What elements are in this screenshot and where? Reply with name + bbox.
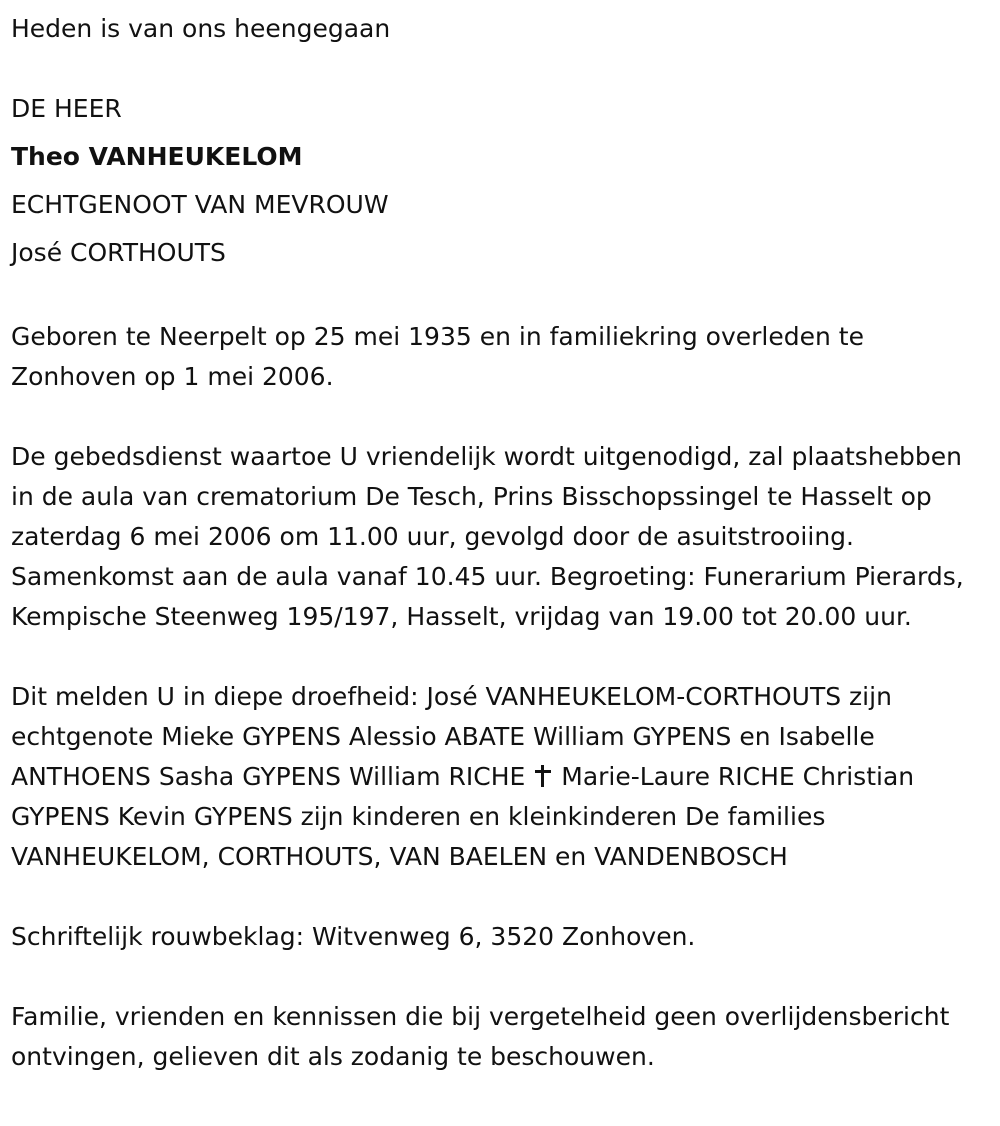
spacer [11, 637, 991, 677]
obituary-document [11, 5, 991, 1077]
spacer [11, 877, 991, 917]
deceased-name: Theo VANHEUKELOM [11, 142, 303, 171]
condolence-paragraph: Schriftelijk rouwbeklag: Witvenweg 6, 3520 Zonhoven. [11, 922, 696, 951]
service-paragraph: De gebedsdienst waartoe U vriendelijk wordt uitgenodigd, zal plaatshebben in de aula van crematorium De Tesch, Prins Bisschopssingel te Hasselt op zaterdag 6 mei 2006 om 11.00 uur, gevolgd door de asuitstrooiing. Samenkomst aan de aula vanaf 10.45 uur. Begroeting: Funerarium Pierards, Kempische Steenweg 195/197, Hasselt, vrijdag van 19.00 tot 20.00 uur. [11, 442, 964, 631]
birth-death-paragraph: Geboren te Neerpelt op 25 mei 1935 en in familiekring overleden te Zonhoven op 1 mei 2006. [11, 322, 864, 391]
family-paragraph [11, 677, 991, 877]
spacer [11, 277, 991, 317]
spacer [11, 957, 991, 997]
family-text-part1: Dit melden U in diepe droefheid: José VANHEUKELOM-CORTHOUTS zijn echtgenote Mieke GYPENS Alessio ABATE William GYPENS en Isabelle ANTHOENS Sasha GYPENS William RICHE [11, 682, 892, 791]
family-text-part2: Marie-Laure RICHE Christian GYPENS Kevin GYPENS zijn kinderen en kleinkinderen De families VANHEUKELOM, CORTHOUTS, VAN BAELEN en VANDENBOSCH [11, 762, 915, 871]
closing-paragraph: Familie, vrienden en kennissen die bij vergetelheid geen overlijdensbericht ontvingen, gelieven dit als zodanig te beschouwen. [11, 1002, 950, 1071]
spacer [11, 397, 991, 437]
intro-line: Heden is van ons heengegaan [11, 14, 391, 43]
title-line: DE HEER [11, 94, 122, 123]
spouse-label: ECHTGENOOT VAN MEVROUW [11, 190, 389, 219]
spouse-name: José CORTHOUTS [11, 238, 226, 267]
spacer [11, 53, 991, 85]
cross-icon [535, 765, 551, 787]
